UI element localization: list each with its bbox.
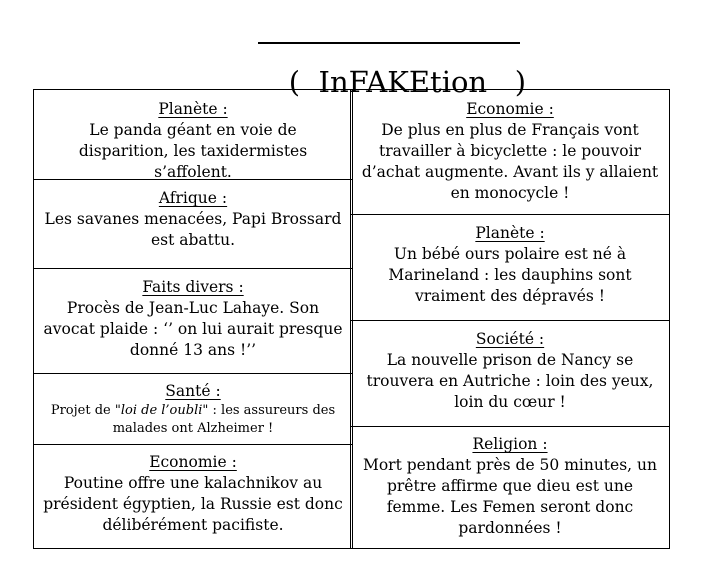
- news-item-economie: [351, 90, 669, 214]
- news-item-heading: Faits divers :: [142, 278, 244, 296]
- right-column: [350, 89, 670, 549]
- news-item-text-italic: loi de l’oubli: [120, 403, 203, 418]
- news-item-heading: Economie :: [149, 453, 237, 471]
- news-item-faits-divers: [34, 268, 352, 373]
- news-item-text: [42, 402, 344, 438]
- news-item-heading: Religion :: [472, 435, 548, 453]
- news-item-text: Poutine offre une kalachnikov au président égyptien, la Russie est donc délibérément pacifiste.: [43, 474, 343, 534]
- title-text: ( InFAKEtion ): [288, 65, 527, 99]
- news-item-text: La nouvelle prison de Nancy se trouvera en Autriche : loin des yeux, loin du cœur !: [366, 351, 654, 411]
- news-item-planete: [351, 214, 669, 320]
- news-item-economie: [34, 444, 352, 548]
- news-item-text: Mort pendant près de 50 minutes, un prêtre affirme que dieu est une femme. Les Femen seront donc pardonnées !: [362, 456, 657, 537]
- news-item-text: Les savanes menacées, Papi Brossard est abattu.: [44, 210, 342, 249]
- news-item-text: Un bébé ours polaire est né à Marineland : les dauphins sont vraiment des dépravés !: [388, 245, 632, 305]
- news-item-sante: [34, 373, 352, 444]
- news-item-text: Procès de Jean-Luc Lahaye. Son avocat plaide : ‘’ on lui aurait presque donné 13 ans !’’: [43, 299, 343, 359]
- news-item-heading: Santé :: [165, 382, 221, 400]
- left-column: [33, 89, 353, 549]
- news-item-heading: Planète :: [475, 224, 545, 242]
- news-item-text: Le panda géant en voie de disparition, les taxidermistes s’affolent.: [78, 121, 308, 181]
- news-item-heading: Economie :: [466, 100, 554, 118]
- news-item-heading: Société :: [475, 330, 545, 348]
- news-item-religion: [351, 426, 669, 548]
- news-item-text-start: Projet de ": [50, 403, 121, 418]
- news-item-heading: Afrique :: [158, 189, 228, 207]
- news-item-text-end: " : les assureurs des malades ont Alzheimer !: [112, 403, 336, 436]
- news-item-societe: [351, 320, 669, 426]
- news-item-planete: [34, 90, 352, 179]
- news-item-heading: Planète :: [158, 100, 228, 118]
- title-strikethrough: [258, 42, 520, 44]
- news-item-afrique: [34, 179, 352, 268]
- news-item-text: De plus en plus de Français vont travailler à bicyclette : le pouvoir d’achat augmente. Avant ils y allaient en monocycle !: [361, 121, 659, 202]
